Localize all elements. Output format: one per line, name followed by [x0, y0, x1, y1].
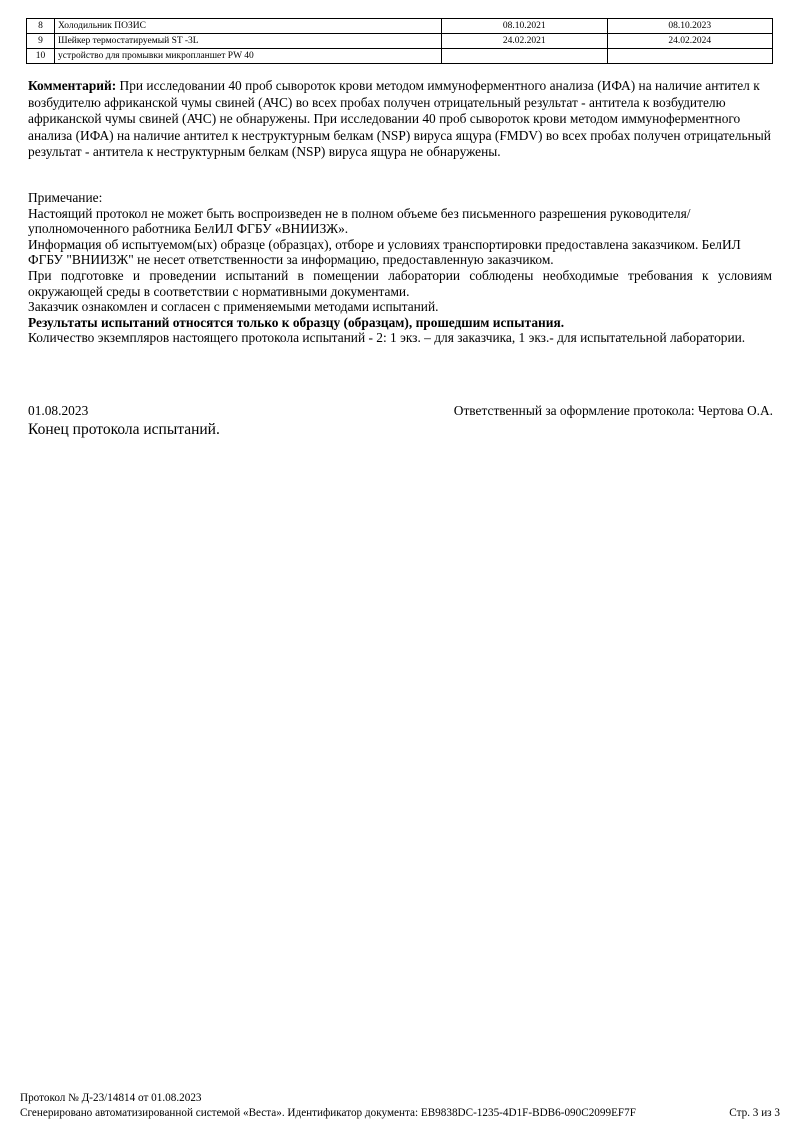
equipment-name: Шейкер термостатируемый ST -3L: [55, 34, 442, 49]
comment-text: При исследовании 40 проб сывороток крови методом иммуноферментного анализа (ИФА) на наличие антител к возбудителю африканской чумы свиней (АЧС) во всех пробах получен отрицательный результат - антитела к возбудителю африканской чумы свиней (АЧС) не обнаружены. При исследовании 40 проб сывороток крови методом иммуноферментного анализа (ИФА) на наличие антител к неструктурным белкам (NSP) вируса ящура (FMDV) во всех пробах получен отрицательный результат - антитела к неструктурным белкам (NSP) вируса ящура не обнаружены.: [28, 78, 771, 159]
equipment-date-end: 24.02.2024: [607, 34, 773, 49]
equipment-date-end: [607, 49, 773, 64]
note-conditions: При подготовке и проведении испытаний в помещении лаборатории соблюдены необходимые требования к условиям окружающей среды в соответствии с нормативными документами.: [28, 267, 772, 299]
equipment-name: устройство для промывки микропланшет PW 40: [55, 49, 442, 64]
responsible-person: Ответственный за оформление протокола: Чертова О.А.: [453, 403, 773, 418]
footer-generated-note: Сгенерировано автоматизированной системой «Веста». Идентификатор документа: EB9838DC-1235-4D1F-BDB6-090C2099EF7F: [20, 1107, 636, 1119]
signature-date: 01.08.2023: [28, 403, 89, 418]
comment-paragraph: [28, 78, 774, 161]
table-row: [27, 34, 773, 49]
table-row: [27, 19, 773, 34]
row-number: 10: [27, 49, 55, 64]
page-number: Стр. 3 из 3: [729, 1107, 780, 1119]
notes-section: [28, 190, 772, 346]
note-sample-info: Информация об испытуемом(ых) образце (образцах), отборе и условиях транспортировки предоставлена заказчиком. БелИЛ ФГБУ "ВНИИЗЖ" не несет ответственности за информацию, предоставленную заказчиком.: [28, 236, 741, 268]
equipment-table: [26, 18, 773, 64]
equipment-date-start: 24.02.2021: [442, 34, 608, 49]
equipment-date-end: 08.10.2023: [607, 19, 773, 34]
footer-protocol-number: Протокол № Д-23/14814 от 01.08.2023: [20, 1092, 202, 1104]
equipment-date-start: 08.10.2021: [442, 19, 608, 34]
note-results-scope: Результаты испытаний относятся только к образцу (образцам), прошедшим испытания.: [28, 314, 565, 330]
comment-label: Комментарий:: [28, 78, 117, 93]
row-number: 8: [27, 19, 55, 34]
note-copies: Количество экземпляров настоящего протокола испытаний - 2: 1 экз. – для заказчика, 1 экз.- для испытательной лаборатории.: [28, 330, 746, 346]
equipment-name: Холодильник ПОЗИС: [55, 19, 442, 34]
row-number: 9: [27, 34, 55, 49]
end-of-protocol: Конец протокола испытаний.: [28, 421, 220, 438]
note-methods: Заказчик ознакомлен и согласен с применяемыми методами испытаний.: [28, 299, 439, 315]
table-row: [27, 49, 773, 64]
note-reproduction: Настоящий протокол не может быть воспроизведен не в полном объеме без письменного разрешения руководителя/уполномоченного работника БелИЛ ФГБУ «ВНИИЗЖ».: [28, 205, 691, 237]
equipment-date-start: [442, 49, 608, 64]
notes-heading: Примечание:: [28, 190, 103, 205]
